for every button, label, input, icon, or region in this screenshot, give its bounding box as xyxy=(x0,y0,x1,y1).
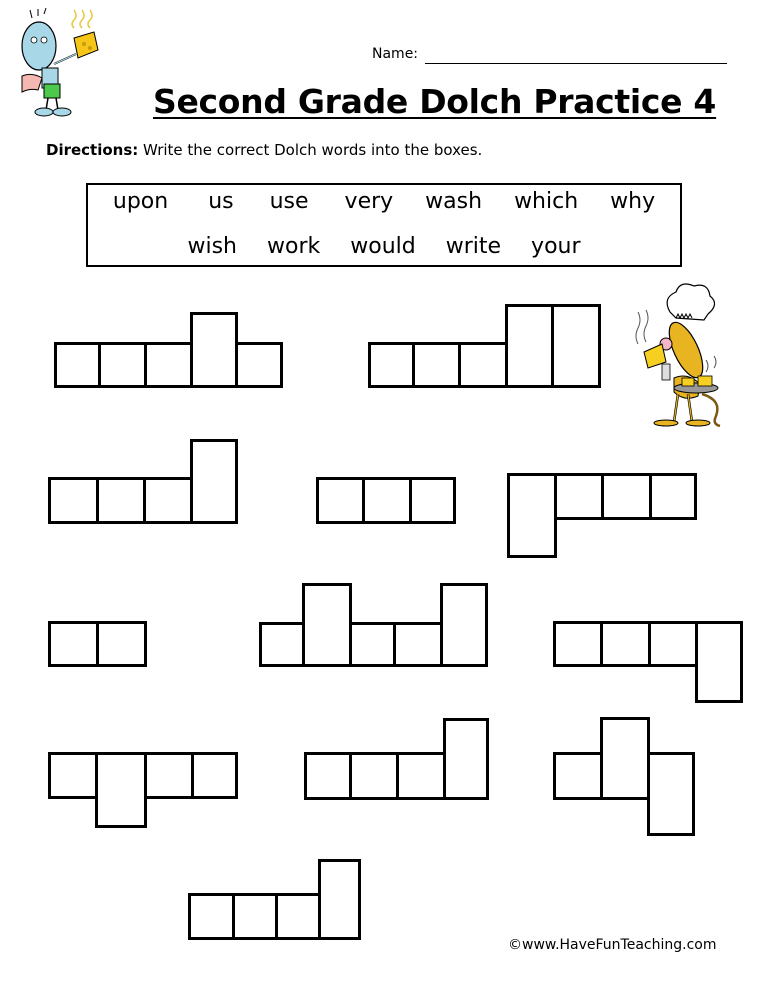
letter-box[interactable] xyxy=(695,621,743,703)
letter-box[interactable] xyxy=(368,342,415,388)
letter-box[interactable] xyxy=(95,752,147,828)
word-bank-row-2 xyxy=(88,234,680,259)
letter-box[interactable] xyxy=(440,583,488,667)
letter-box[interactable] xyxy=(98,342,147,388)
word-bank-word: your xyxy=(531,234,581,259)
letter-box[interactable] xyxy=(443,718,489,800)
letter-box[interactable] xyxy=(409,477,456,524)
letter-box[interactable] xyxy=(647,752,695,836)
letter-box[interactable] xyxy=(505,304,554,388)
directions-text: Write the correct Dolch words into the boxes. xyxy=(138,141,483,159)
word-bank-word: why xyxy=(610,189,656,214)
word-bank-row-1 xyxy=(88,189,680,214)
letter-box[interactable] xyxy=(259,622,305,667)
word-bank-word: which xyxy=(514,189,579,214)
letter-box[interactable] xyxy=(188,893,235,940)
name-field[interactable] xyxy=(425,63,727,64)
letter-box[interactable] xyxy=(144,342,193,388)
name-label: Name: xyxy=(372,46,419,62)
word-bank-word: us xyxy=(208,189,234,214)
letter-box[interactable] xyxy=(362,477,412,524)
directions-label: Directions: xyxy=(46,141,139,159)
letter-box[interactable] xyxy=(349,622,396,667)
letter-box[interactable] xyxy=(316,477,365,524)
word-bank-word: write xyxy=(445,234,502,259)
word-bank-word: work xyxy=(267,234,321,259)
alien-cheese-illustration xyxy=(14,6,114,118)
letter-box[interactable] xyxy=(143,477,193,524)
letter-box[interactable] xyxy=(304,752,352,800)
letter-box[interactable] xyxy=(190,439,238,524)
word-bank xyxy=(86,183,682,267)
letter-box[interactable] xyxy=(648,621,698,667)
letter-box[interactable] xyxy=(600,717,650,800)
word-bank-word: use xyxy=(269,189,309,214)
letter-box[interactable] xyxy=(302,583,352,667)
letter-box[interactable] xyxy=(144,752,194,799)
letter-box[interactable] xyxy=(96,621,147,667)
letter-box[interactable] xyxy=(553,621,603,667)
copyright-footer: ©www.HaveFunTeaching.com xyxy=(508,937,717,953)
mouse-chef-illustration xyxy=(618,282,748,427)
letter-box[interactable] xyxy=(551,304,601,388)
letter-box[interactable] xyxy=(235,342,283,388)
letter-box[interactable] xyxy=(318,859,361,940)
letter-box[interactable] xyxy=(54,342,101,388)
letter-box[interactable] xyxy=(600,621,651,667)
letter-box[interactable] xyxy=(48,752,98,799)
word-bank-word: would xyxy=(350,234,416,259)
letter-box[interactable] xyxy=(275,893,321,940)
page-title: Second Grade Dolch Practice 4 xyxy=(153,82,717,121)
letter-box[interactable] xyxy=(649,473,697,520)
word-bank-word: wash xyxy=(425,189,483,214)
letter-box[interactable] xyxy=(554,473,604,520)
letter-box[interactable] xyxy=(396,752,446,800)
letter-box[interactable] xyxy=(393,622,443,667)
letter-box[interactable] xyxy=(48,621,99,667)
letter-box[interactable] xyxy=(190,312,238,388)
directions xyxy=(46,141,482,159)
word-bank-word: wish xyxy=(187,234,237,259)
letter-box[interactable] xyxy=(232,893,278,940)
letter-box[interactable] xyxy=(458,342,508,388)
letter-box[interactable] xyxy=(412,342,461,388)
letter-box[interactable] xyxy=(601,473,652,520)
letter-box[interactable] xyxy=(48,477,99,524)
letter-box[interactable] xyxy=(96,477,146,524)
word-bank-word: very xyxy=(344,189,394,214)
letter-box[interactable] xyxy=(553,752,603,800)
letter-box[interactable] xyxy=(507,473,557,558)
letter-box[interactable] xyxy=(349,752,399,800)
letter-box[interactable] xyxy=(191,752,238,799)
word-bank-word: upon xyxy=(112,189,169,214)
